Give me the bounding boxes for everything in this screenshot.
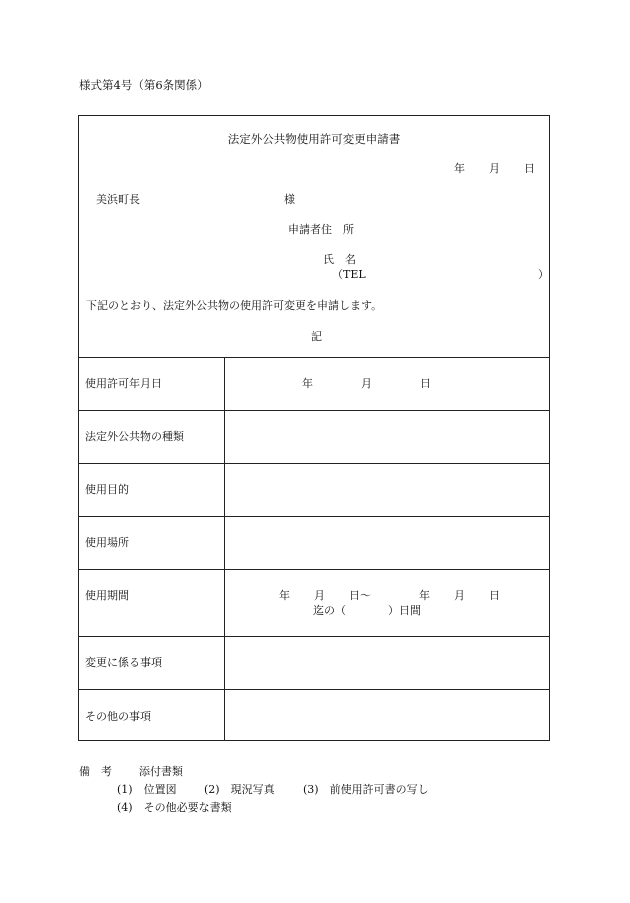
period-start-year: 年 [279,589,290,602]
row-label-period: 使用期間 [85,589,129,602]
row-divider [79,636,549,637]
period-end-year: 年 [419,589,430,602]
period-days-label: ）日間 [388,604,421,617]
row-label-other: その他の事項 [85,710,151,723]
row-divider [79,463,549,464]
period-end-day: 日 [489,589,500,602]
date-day-label: 日 [524,162,535,175]
period-start-month: 月 [314,589,325,602]
applicant-tel-open: （TEL [332,268,366,281]
application-form [78,115,550,741]
row-divider [79,410,549,411]
attachment-item: (3) 前使用許可書の写し [303,783,429,796]
period-start-day: 日〜 [349,589,371,602]
row-divider [79,569,549,570]
row-divider [79,689,549,690]
notes-subheading: 添付書類 [139,765,183,778]
addressee: 美浜町長 [96,193,140,206]
period-end-month: 月 [454,589,465,602]
attachment-item: (1) 位置図 [117,783,177,796]
notes-heading: 備 考 [79,765,112,778]
row-label-type: 法定外公共物の種類 [85,430,184,443]
applicant-address-label: 申請者住 所 [288,223,354,236]
attachment-item: (2) 現況写真 [204,783,275,796]
permit-month-label: 月 [361,377,372,390]
permit-day-label: 日 [420,377,431,390]
applicant-name-label: 氏 名 [323,253,356,266]
date-month-label: 月 [489,162,500,175]
column-divider [224,357,225,740]
form-number: 様式第4号（第6条関係） [79,78,209,92]
row-label-purpose: 使用目的 [85,483,129,496]
row-label-change: 変更に係る事項 [85,656,162,669]
row-label-permit-date: 使用許可年月日 [85,377,162,390]
permit-year-label: 年 [302,377,313,390]
attachment-item: (4) その他必要な書類 [117,801,232,814]
row-divider [79,516,549,517]
applicant-tel-close: ） [538,268,549,281]
honorific: 様 [284,193,295,206]
row-label-place: 使用場所 [85,536,129,549]
form-title: 法定外公共物使用許可変更申請書 [227,132,401,146]
date-year-label: 年 [454,162,465,175]
period-until-label: 迄の（ [313,604,346,617]
row-divider [79,357,549,358]
ki-label: 記 [311,330,322,343]
statement: 下記のとおり、法定外公共物の使用許可変更を申請します。 [86,299,383,312]
